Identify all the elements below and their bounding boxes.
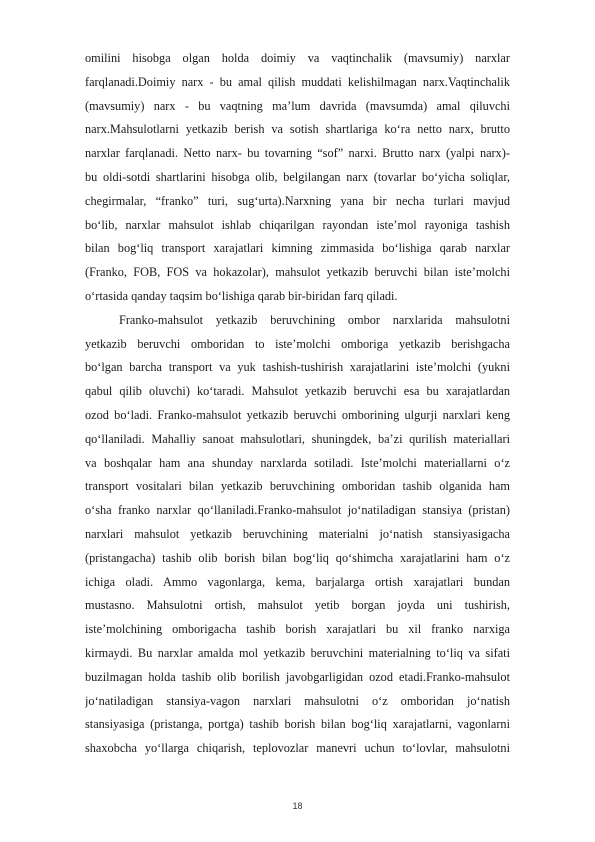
text-line: jo‘natiladigan stansiya-vagon narxlari mahsulotni o‘z omboridan jo‘natish — [85, 693, 510, 708]
text-line: stansiyasiga (pristanga, portga) tashib borish bilan bog‘liq xarajatlarni, vagonlarni — [85, 717, 510, 732]
text-line: kirmaydi. Bu narxlar amalda mol yetkazib beruvchini materialning to‘liq va sifati — [85, 645, 510, 660]
text-line: bilan bog‘liq transport xarajatlari kimning zimmasida bo‘lishiga qarab narxlar — [85, 241, 510, 256]
text-line: Franko-mahsulot yetkazib beruvchining ombor narxlarida mahsulotni — [119, 312, 510, 327]
text-line: buzilmagan holda tashib olib borilish javobgarligidan ozod etadi.Franko-mahsulot — [85, 669, 510, 684]
text-line: (Franko, FOB, FOS va hokazolar), mahsulot yetkazib beruvchi bilan iste’molchi — [85, 265, 510, 280]
text-line: narxlar farqlanadi. Netto narx- bu tovarning “sof” narxi. Brutto narx (yalpi narx)- — [85, 146, 510, 161]
text-line: shaxobcha yo‘llarga chiqarish, teplovozlar manevri uchun to‘lovlar, mahsulotni — [85, 741, 510, 756]
text-line: ozod bo‘ladi. Franko-mahsulot yetkazib beruvchi omborining ulgurji narxlari keng — [85, 407, 510, 422]
document-body — [85, 47, 510, 761]
page-number: 18 — [292, 801, 303, 811]
text-line: (mavsumiy) narx - bu vaqtning ma’lum davrida (mavsumda) amal qiluvchi — [85, 98, 510, 113]
text-line: yetkazib beruvchi omboridan to iste’molchi omboriga yetkazib berishgacha — [85, 336, 510, 351]
text-line: bu oldi-sotdi shartlarini hisobga olib, belgilangan narx (tovarlar bo‘yicha soliqlar, — [85, 169, 510, 184]
text-line: qo‘llaniladi. Mahalliy sanoat mahsulotlari, shuningdek, ba’zi qurilish materiallari — [85, 431, 510, 446]
text-line: (pristangacha) tashib olib borish bilan bog‘liq qo‘shimcha xarajatlarini ham o‘z — [85, 550, 510, 565]
paragraph-1 — [85, 47, 510, 309]
text-line: bo‘lgan barcha transport va yuk tashish-tushirish xarajatlarini iste’molchi (yukni — [85, 360, 510, 375]
text-line: narx.Mahsulotlarni yetkazib berish va sotish shartlariga ko‘ra netto narx, brutto — [85, 122, 510, 137]
text-line: qabul qilib oluvchi) ko‘taradi. Mahsulot yetkazib beruvchi esa bu xarajatlardan — [85, 384, 510, 399]
text-line: mustasno. Mahsulotni ortish, mahsulot yetib borgan joyda uni tushirish, — [85, 598, 510, 613]
text-line: omilini hisobga olgan holda doimiy va vaqtinchalik (mavsumiy) narxlar — [85, 51, 510, 65]
text-line: farqlanadi.Doimiy narx - bu amal qilish muddati kelishilmagan narx.Vaqtinchalik — [85, 74, 510, 89]
text-line: bo‘lib, narxlar mahsulot ishlab chiqarilgan rayondan iste’mol rayoniga tashish — [85, 217, 510, 232]
text-line: o‘sha franko narxlar qo‘llaniladi.Franko-mahsulot jo‘natiladigan stansiya (pristan) — [85, 503, 510, 518]
text-line: ichiga oladi. Ammo vagonlarga, kema, barjalarga ortish xarajatlari bundan — [85, 574, 510, 589]
text-line: transport vositalari bilan yetkazib beruvchining omboridan tashib olganida ham — [85, 479, 510, 494]
text-line: narxlari mahsulot yetkazib beruvchining materialni jo‘natish stansiyasigacha — [85, 526, 510, 541]
text-line: va boshqalar ham ana shunday narxlarda sotiladi. Iste’molchi materiallarni o‘z — [85, 455, 510, 470]
text-line: o‘rtasida qanday taqsim bo‘lishiga qarab bir-biridan farq qiladi. — [85, 288, 398, 303]
paragraph-2 — [85, 309, 510, 761]
text-line: iste’molchining omborigacha tashib borish xarajatlari bu xil franko narxiga — [85, 622, 510, 637]
text-line: chegirmalar, “franko” turi, sug‘urta).Narxning yana bir necha turlari mavjud — [85, 193, 510, 208]
